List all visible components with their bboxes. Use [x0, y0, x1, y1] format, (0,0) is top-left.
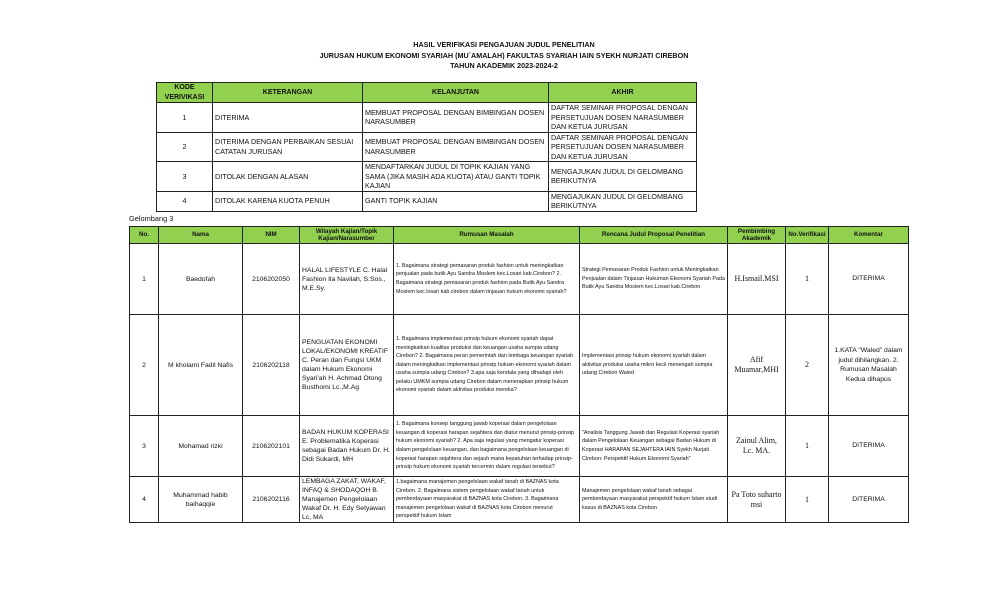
header-rumusan: Rumusan Masalah: [394, 227, 580, 244]
title-line-3: TAHUN AKADEMIK 2023-2024-2: [450, 61, 558, 70]
cell-wilayah: HALAL LIFESTYLE C. Halal Fashion Ila Navilah, S.Sos., M.E.Sy.: [300, 244, 394, 315]
cell-judul: Implementasi prinsip hukum ekonomi syariah dalam aktivitas produksi usaha mikro kecil menengah sumpia udang Cirebon Waled: [580, 315, 728, 416]
legend-kelanjutan: MEMBUAT PROPOSAL DENGAN BIMBINGAN DOSEN NARASUMBER: [363, 103, 549, 133]
cell-no: 3: [130, 416, 159, 477]
legend-header-kode: KODE VERIVIKASI: [157, 83, 213, 103]
verification-code-table: [156, 82, 697, 212]
legend-kode: 4: [157, 191, 213, 211]
cell-pembimbing: H.Ismail.MSI: [728, 244, 786, 315]
header-judul: Rencana Judul Proposal Penelitian: [580, 227, 728, 244]
legend-akhir: MENGAJUKAN JUDUL DI GELOMBANG BERIKUTNYA: [549, 162, 697, 192]
cell-no: 4: [130, 477, 159, 523]
cell-verifikasi: 1: [786, 416, 829, 477]
cell-rumusan: 1. Bagaimana implementasi prinsip hukum ekonomi syariah dapat meningkatkan kualitas produksi dan keuangan usaha sumpia udang Cirebon? 2. Bagaimana peran pemerintah dan lembaga keuangan syariah dalam meningkatkan implementasi prinsip hukum ekonomi syariah dalam usaha sumpia udang Cirebon? 3.apa saja kendala yang dihadapi oleh pelaku UMKM sumpia udang Cirebon dalam menerapkan prinsip hukum ekonomi syariah dalam aktivitas produksi mereka?: [394, 315, 580, 416]
legend-keterangan: DITOLAK KARENA KUOTA PENUH: [213, 191, 363, 211]
cell-nim: 2106202118: [243, 315, 300, 416]
cell-komentar: DITERIMA: [829, 244, 909, 315]
cell-no: 1: [130, 244, 159, 315]
legend-kelanjutan: MEMBUAT PROPOSAL DENGAN BIMBINGAN DOSEN NARASUMBER: [363, 132, 549, 162]
table-row: [130, 477, 909, 523]
legend-row: [157, 191, 697, 211]
cell-verifikasi: 1: [786, 477, 829, 523]
legend-kode: 2: [157, 132, 213, 162]
legend-akhir: DAFTAR SEMINAR PROPOSAL DENGAN PERSETUJUAN DOSEN NARASUMBER DAN KETUA JURUSAN: [549, 132, 697, 162]
legend-row: [157, 103, 697, 133]
legend-header-akhir: AKHIR: [549, 83, 697, 103]
cell-wilayah: LEMBAGA ZAKAT, WAKAF, INFAQ & SHODAQOH B. Manajemen Pengelolaan Wakaf Dr. H. Edy Setyawan Lc, MA: [300, 477, 394, 523]
cell-no: 2: [130, 315, 159, 416]
cell-rumusan: 1. Bagaimana konsep tanggung jawab koperasi dalam pengelolaan keuangan di koperasi harapan sejahtera dan diatur menurut prinsip-prinsip hukum ekonomi syariah? 2. Apa saja regulasi yang mengatur koperasi dalam pengelolaan keuangan, dan bagaimana pengelolaan keuangan di koperasi harapan sejahtera dan sejauh mana kepatuhan terhadap prinsip-prinsip hukum ekonomi syariah tercermin dalam regulasi tersebut?: [394, 416, 580, 477]
legend-kode: 1: [157, 103, 213, 133]
document-titles: [0, 40, 1008, 72]
cell-rumusan: 1.bagaimana manajemen pengelolaan wakaf tanah di BAZNAS kota Cirebon. 2. Bagaimana sistem pengelolaan wakaf tanah untuk pemberdayaan masyarakat di BAZNAS kota Cirebon. 3. Bagaimana manajemen pengelolaan wakaf di BAZNAS kota Cirebon menurut perspektif hukum Islam: [394, 477, 580, 523]
cell-komentar: DITERIMA: [829, 477, 909, 523]
cell-nama: Muhammad habib baihaqqie: [159, 477, 243, 523]
cell-wilayah: BADAN HUKUM KOPERASI E. Problematika Koperasi sebagai Badan Hukum Dr. H. Didi Sukardi, MH: [300, 416, 394, 477]
legend-header-kelanjutan: KELANJUTAN: [363, 83, 549, 103]
header-no: No.: [130, 227, 159, 244]
cell-komentar: 1.KATA "Waled" dalam judul dihilangkan. 2. Rumusan Masalah Kedua dihapus: [829, 315, 909, 416]
legend-akhir: MENGAJUKAN JUDUL DI GELOMBANG BERIKUTNYA: [549, 191, 697, 211]
cell-komentar: DITERIMA: [829, 416, 909, 477]
table-row: [130, 244, 909, 315]
legend-keterangan: DITOLAK DENGAN ALASAN: [213, 162, 363, 192]
legend-row: [157, 162, 697, 192]
cell-nama: Baedofah: [159, 244, 243, 315]
cell-nama: Mohamad rizki: [159, 416, 243, 477]
title-line-2: JURUSAN HUKUM EKONOMI SYARIAH (MU`AMALAH) FAKULTAS SYARIAH IAIN SYEKH NURJATI CIREBON: [319, 50, 689, 60]
legend-kelanjutan: MENDAFTARKAN JUDUL DI TOPIK KAJIAN YANG SAMA (JIKA MASIH ADA KUOTA) ATAU GANTI TOPIK KAJIAN: [363, 162, 549, 192]
cell-nim: 2106202101: [243, 416, 300, 477]
table-row: [130, 416, 909, 477]
cell-nim: 2106202050: [243, 244, 300, 315]
table-header-row: [130, 227, 909, 244]
header-wilayah: Wilayah Kajian/Topik Kajian/Narasumber: [300, 227, 394, 244]
cell-judul: Manajemen pengelolaan wakaf tanah sebagai pemberdayaan masyarakat perspektif hukum Islam studi kasus di BAZNAS kota Cirebon: [580, 477, 728, 523]
cell-pembimbing: Pa Toto suharto msi: [728, 477, 786, 523]
header-verifikasi: No.Verifikasi: [786, 227, 829, 244]
header-komentar: Komentar: [829, 227, 909, 244]
legend-keterangan: DITERIMA: [213, 103, 363, 133]
header-nim: NIM: [243, 227, 300, 244]
header-nama: Nama: [159, 227, 243, 244]
cell-judul: Strategi Pemasaran Produk Fashion untuk Meningkatkan Penjualan dalam Tinjauan Hukuman Ekonomi Syariah Pada Butik Ayu Sandra Moslem kec.Losari kab.Cirebon: [580, 244, 728, 315]
legend-kode: 3: [157, 162, 213, 192]
legend-row: [157, 132, 697, 162]
cell-rumusan: 1. Bagaimana strategi pemasaran produk fashion untuk meningkatkan penjualan pada butik Ayu Sandra Moslem kec.Losari kab.Cirebon? 2. Bagaimana strategi pemasaran produk fashion pada Butik Ayu Sandra Moslem kec.losari kab.cirebon dalam tinjauan hukum ekonomi syariah?: [394, 244, 580, 315]
header-pembimbing: Pembimbing Akademik: [728, 227, 786, 244]
legend-header-row: [157, 83, 697, 103]
cell-judul: "Analisis Tanggung Jawab dan Regulasi Koperasi syariah dalam Pengelolaan Keuangan sebagai Badan Hukum di Koperasi HARAPAN SEJAHTERA IAIN Syekh Nurjati Cirebon: Perspektif Hukum Ekonomi Syariah": [580, 416, 728, 477]
legend-header-keterangan: KETERANGAN: [213, 83, 363, 103]
cell-wilayah: PENGUATAN EKONOMI LOKAL/EKONOMI KREATIF C. Peran dan Fungsi UKM dalam Hukum Ekonomi Syari'ah H. Achmad Otong Busthomi Lc.,M.Ag: [300, 315, 394, 416]
submission-table: [129, 226, 909, 523]
cell-pembimbing: Afif Muamar,MHI: [728, 315, 786, 416]
cell-nama: M kholami Fadil Nafis: [159, 315, 243, 416]
legend-akhir: DAFTAR SEMINAR PROPOSAL DENGAN PERSETUJUAN DOSEN NARASUMBER DAN KETUA JURUSAN: [549, 103, 697, 133]
table-row: [130, 315, 909, 416]
legend-keterangan: DITERIMA DENGAN PERBAIKAN SESUAI CATATAN JURUSAN: [213, 132, 363, 162]
title-line-1: HASIL VERIFIKASI PENGAJUAN JUDUL PENELITIAN: [413, 40, 595, 49]
cell-pembimbing: Zainul Alim, Lc. MA.: [728, 416, 786, 477]
cell-nim: 2106202116: [243, 477, 300, 523]
legend-kelanjutan: GANTI TOPIK KAJIAN: [363, 191, 549, 211]
gelombang-label: Gelombang 3: [129, 214, 174, 223]
cell-verifikasi: 1: [786, 244, 829, 315]
cell-verifikasi: 2: [786, 315, 829, 416]
